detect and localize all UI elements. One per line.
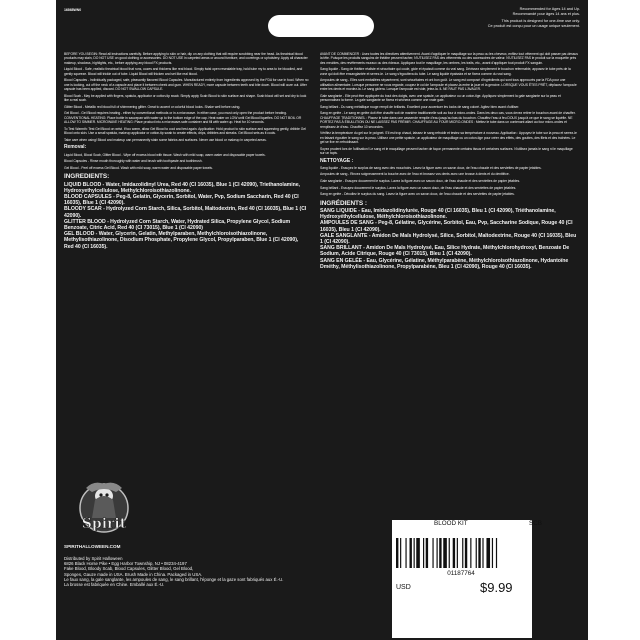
distributor-line: Distributed by Spirit Halloween xyxy=(64,556,123,561)
ingredient-line-fr: GALE SANGLANTE - Amidon De Maïs Hydrolysé, Silice, Sorbitol, Maltodextrine, Rouge 40 (CI 16035), Bleu 1 (CI 42090). xyxy=(320,232,577,246)
distributor-info xyxy=(64,556,354,587)
ingredients-heading-en: INGREDIENTS: xyxy=(64,173,110,181)
instruction-paragraph-fr: Sang en gelée - Décollez le surplus du sang. Lavez la figure avec un savon doux, de l'eau chaude et des serviettes de papier jetables. xyxy=(320,192,515,197)
distributor-line: Fake Blood, Bloody Scab, Blood Capsules, Glitter Blood, Gel Blood, xyxy=(64,566,194,572)
ingredient-line-fr: AMPOULES DE SANG - Peg-8, Gélatine, Glycérine, Sorbitol, Eau, Pvp, Saccharine Sodique, Rouge 40 (CI 16035), Bleu 1 (CI 42090). xyxy=(320,220,573,233)
instruction-paragraph-fr: Ampoules de sang - Rincez soigneusement la bouche avec de l'eau et brossez vos dents avec une brosse à dents et du dentifrice. xyxy=(320,172,510,177)
ingredient-line-fr: SANG EN GELÉE - Eau, Glycérine, Gélatine, Méthylparabène, Méthylchloroisothiazolinone, Hydantoïne Dméthy, Méthylisothiazolinone, Propylparabène, Bleu 1 (CI 42090), Rouge 40 (CI 16035). xyxy=(320,257,569,270)
barcode-bar xyxy=(437,538,438,568)
instruction-paragraph-fr: Sang en gelée - Le sang en gelée doit être chauffé soit de manière traditionnelle soit au four à micro-ondes. Dans les deux cas, vous devez retirer le bouchon avant de chauffer. CHAUFFAGE TRADITIONNEL : Placez le tube dans une casserole remplie d'eau jusqu'au bas du bouchon. Chauffez l'eau à feu DOUX jusqu'à ce que le sang se liquéfie. NE PORTEZ PAS À ÉBULLITION OU NE LAISSEZ PAS FRÉMIR. CHAUFFAGE AU FOUR MICRO-ONDES : Mettez le tube dans un contenant allant au four micro-ondes et remplissez-le d'eau. Chauffez 10 secondes. xyxy=(320,111,576,129)
instruction-paragraph-fr: AVANT DE COMMENCER : Lisez toutes les directives attentivement. Avant d'appliquer le maquillage sur la peau ou les cheveux, enfilez tout vêtement qui doit passer par-dessus la tête. Puisque les produits sanguins de théâtre peuvent tacher, N'UTILISEZ PAS des vêtements ou des accessoires de valeur. N'UTILISEZ PAS le produit sur la moquette près des meubles, des revêtements muraux ou des rideaux. Appliquez tout le maquillage, les ombres, les traits, etc., avant d'appliquer tout produit FX sanguin. xyxy=(320,52,578,65)
barcode-bar xyxy=(470,538,471,568)
one-time-use-en: This product is designed for one-time use only. xyxy=(501,19,580,24)
instruction-paragraph-fr: Gale sanglante - Essuyez doucement le surplus. Lavez la figure avec un savon doux, de l'eau chaude et des serviettes de papier jetables. xyxy=(320,179,521,183)
hang-hole xyxy=(268,15,374,37)
barcode-bar xyxy=(457,538,458,568)
barcode-bar xyxy=(465,538,467,568)
barcode-bar xyxy=(439,538,441,568)
instruction-paragraph-fr: Sang brillant - Du sang métallique rouge rempli de brillants. Excellent pour accentuer les looks de sang coloré. Agitez bien avant d'utiliser. xyxy=(320,104,520,109)
instruction-paragraph: Liquid Blood, Blood Scab, Glitter Blood - Wipe off excess blood with tissue. Wash with mild soap, warm water and disposable paper towels. xyxy=(64,152,266,157)
instruction-paragraph-fr: Sang brillant - Essuyez doucement le surplus. Lavez la figure avec un savon doux, de l'eau chaude et des serviettes de papier jetables. xyxy=(320,185,517,190)
instruction-paragraph: BEFORE YOU BEGIN: Read all instructions carefully. Before applying to skin or hair, dip on any clothing that will require scrubbing near the head. As theatrical blood products may stain, DO NOT USE on good clothing or accessories. DO NOT USE in carpeted areas or around furniture, and coverings or upholstery. Apply all character makeup, shadows, highlights, etc., before applying any blood FX products. xyxy=(64,52,308,65)
one-time-use-fr: Ce produit est conçu pour un usage unique seulement. xyxy=(487,23,580,28)
barcode-bar xyxy=(486,538,490,568)
cleaning-heading: NETTOYAGE : xyxy=(320,157,354,164)
barcode-bar xyxy=(396,538,398,568)
instruction-paragraph-fr: Sang liquide - Sang de théâtre réaliste et sécuritaire qui coule, gicle et épaissit comme du vrai sang. Dévissez simplement le bouchon refermable, apposez le tube près de la zone qui doit être ensanglantée et serrez-le. Le sang s'égouttera du tube. Le sang liquide épaissira et se fixera comme du vrai sang. xyxy=(320,67,571,76)
barcode-bar xyxy=(426,538,428,568)
barcode-bar xyxy=(400,538,401,568)
barcode-bar xyxy=(443,538,447,568)
instruction-paragraph: Liquid Blood - Safe, realistic theatrical blood that runs, oozes and thickens like real blood. Simply twist open resealable tray, hold tube my to area to be bloodied, and gently squeeze. Blood will trickle out of tube. Liquid Blood will thicken and set like real blood. xyxy=(64,67,303,76)
ingredient-line-fr: SANG LIQUIDE - Eau, Imidazolidinylurée, Rouge 40 (CI 16035), Bleu 1 (CI 42090), Triéthanolamine, Hydroxyéthylcellulose, Méthylchloroisothiazolinone. xyxy=(320,208,556,221)
instruction-paragraph-fr: Ampoules de sang - Elles sont emballées séparément, sont sécuritaires et ont bon goût. Le sang est composé d'ingrédients qui sont tous approuvés par la FDA pour une utilisation alimentaire. Lorsque personne ne vous regarde, coupez le col de l'ampoule et placez-la entre la joue et la gencive. LORSQUE VOUS ÊTES PRÊT, déplacez l'ampoule entre les dents et mordez-la. Le sang giclera. Lorsque l'ampoule est vide, jetez-la. IL NE FAUT PAS L'AVALER. xyxy=(320,78,577,92)
barcode-bar xyxy=(414,538,415,568)
currency: USD xyxy=(396,584,411,591)
distributor-line: Sponges, Gauze made in USA. Brush Made in China. Packaged in USA. xyxy=(64,571,203,577)
instruction-paragraph-fr: Sang liquide - Essuyez le surplus de sang avec des mouchoirs. Lavez la figure avec un savon doux, de l'eau chaude et des serviettes de papier jetables. xyxy=(320,165,542,170)
price: $9.99 xyxy=(480,580,513,595)
removal-heading: Removal: xyxy=(64,144,87,151)
department-code: SCB xyxy=(529,520,542,527)
instruction-paragraph: Take care when using! Blood and makeup can permanently stain some fabrics and surfaces. Never use blood or makeup in carpeted areas. xyxy=(64,137,267,142)
instruction-paragraph: Gel Blood - Peel off excess Gel Blood. Wash with mild soap, warm water and disposable paper towels. xyxy=(64,165,213,170)
price-sticker xyxy=(392,520,532,638)
barcode-bar xyxy=(462,538,463,568)
barcode-bar xyxy=(416,538,420,568)
instruction-paragraph: Blood Scab - May be applied with fingers, spatula, applicator or cotton-tip swab. Simply apply Scab Blood to skin surface and shape. Scab blood will set and dry to look like a real scab. xyxy=(64,93,307,103)
barcode-bar xyxy=(496,538,497,568)
instruction-paragraph-fr: Vérifiez la température du gel sur le poignet. S'il est trop chaud, laissez le sang refroidir et testez sa température à nouveau. Application : Appuyez le tube sur la peau et serrez-le en faisant égoutter le sang sur la peau. Utilisez une petite spatule, un applicateur de maquillage ou un coton-tige pour créer des effets, des gouttes, des filets et des traînées. Le gel se fixe en refroidissant. xyxy=(320,131,577,145)
age-line-fr: Recommandé pour âges 14 ans et plus. xyxy=(512,11,580,16)
barcode-bar xyxy=(405,538,406,568)
instruction-paragraph: Blood Capsules - Rinse mouth thoroughly with water and brush with toothpaste and toothbrush. xyxy=(64,159,203,164)
ingredient-line-en: BLOOD CAPSULES - Peg-8, Gelatin, Glycerin, Sorbitol, Water, Pvp, Sodium Saccharin, Red 40 (CI 16035), Blue 1 (CI 42090). xyxy=(64,194,299,207)
barcode-bar xyxy=(482,538,483,568)
barcode-bar xyxy=(410,538,412,568)
ingredient-line-fr: SANG BRILLANT - Amidon De Maïs Hydrolysé, Eau, Silice Hydrate, Méthylchlorohydroxyl, Benzoate De Sodium, Acide Citrique, Rouge 40 (CI 73015), Bleu 1 (CI 42090). xyxy=(320,245,570,258)
age-line-en: Recommended for Ages 14 and Up. xyxy=(519,7,580,11)
ingredient-line-en: LIQUID BLOOD - Water, Imidazolidinyl Urea, Red 40 (CI 16035), Blue 1 (CI 42090), Triethanolamine, Hydroxyethylcellulose, Methylchloroisothiazolinone. xyxy=(64,181,300,194)
french-instructions xyxy=(320,52,578,492)
distributor-line: Le faux sang, la gale sanglante, les ampoules de sang, le sang brillant, l'éponge et la gaze sont fabriqués aux É.-U. xyxy=(64,576,284,582)
barcode-bar xyxy=(476,538,477,568)
distributor-line: La brosse est fabriquée en Chine. Emballé aux É.-U. xyxy=(64,582,165,588)
barcode-bar xyxy=(453,538,455,568)
instruction-paragraph: Glitter Blood - Metallic red blood full of shimmering glitter. Great to accent or colorful blood looks. Shake well before using. xyxy=(64,104,241,109)
barcode-bar xyxy=(423,538,424,568)
ingredient-line-en: BLOODY SCAR - Hydrolyzed Corn Starch, Silica, Sorbitol, Maltodextrin, Red 40 (CI 16035), Blue 1 (CI 42090). xyxy=(64,206,307,219)
ingredient-line-en: GLITTER BLOOD - Hydrolyzed Corn Starch, Water, Hydrated Silica, Propylene Glycol, Sodium Benzoate, Citric Acid, Red 40 (CI 73015), Blue 1 (CI 42090) xyxy=(64,218,291,232)
upc-number: 01187764 xyxy=(447,570,475,577)
instruction-paragraph-fr: Gale sanglante - Elle peut être appliquée du bout des doigts, avec une spatule, un applicateur ou un coton-tige. Appliquez simplement la gale sanglante sur la peau et personnalisez la forme. La gale sanglante se fixera et séchera comme une vraie gale. xyxy=(320,93,561,103)
ingredient-line-en: GEL BLOOD - Water, Glycerin, Gelatin, Methylparaben, Methylchloroisothiazolinone, Methylisothiazolinone, Disodium Phosphate, Propylene Glycol, Propylparaben, Blue 1 (CI 42090), Red 40 (CI 16035). xyxy=(64,231,299,250)
english-instructions xyxy=(64,52,309,492)
barcode-bar xyxy=(432,538,433,568)
barcode-bar xyxy=(478,538,480,568)
instruction-paragraph: Gel Blood - Gel Blood requires heating - either by conventional methods or in a microwave. In either case, you must only open the product before heating. CONVENTIONAL HEATING: Place bottle in saucepan with water up to the bottom edge of the cap. Heat water on LOW until Gel Blood liquefies. DO NOT BOIL OR ALLOW TO SIMMER. MICROWAVE HEATING: Place product into a microwave-safe container and fill with water up. Heat for 10 seconds. xyxy=(64,111,302,125)
instruction-paragraph: Blood Capsules - Individually packaged, safe, pleasantly flavored Blood Capsules. Manufactured entirely from ingredients approved by the FDA for use in food. When no one is looking, cut off the neck of a capsule and place it between cheek and gum. WHEN READY, more capsule between teeth and bite down. Blood will ooze out. After capsule has been applied, discard. DO NOT SWALLOW CAPSULE. xyxy=(64,78,309,92)
product-code: 16868WN0 xyxy=(64,8,82,12)
website: SPIRITHALLOWEEN.COM xyxy=(64,544,121,549)
ingredients-heading-fr: INGRÉDIENTS : xyxy=(320,199,367,207)
instruction-paragraph: To Test Warmth: Test Gel Blood on wrist. If too warm, allow Gel Blood to cool and test again. Application: Hold product to skin surface and squeezing gently, dribble Gel Blood onto skin. Use a small spatula, makeup applicator or cotton-tip swab to create effects, drips, dribbles and streaks. Gel Blood sets as it cools. xyxy=(64,126,306,136)
product-name-label: BLOOD KIT xyxy=(434,520,468,527)
barcode-bar xyxy=(492,538,493,568)
barcode-bar xyxy=(449,538,450,568)
barcode xyxy=(396,538,526,568)
instruction-paragraph-fr: Soyez prudent lors de l'utilisation! Le sang et le maquillage peuvent tacher de façon permanente certains tissus et certaines surfaces. N'utilisez jamais le sang ni le maquillage sur un tapis. xyxy=(320,146,573,156)
logo-wordmark: Spirit xyxy=(81,516,127,532)
distributor-line: 6826 Black Horse Pike • Egg Harbor Township, NJ • 08234-4197 xyxy=(64,561,187,567)
age-recommendation xyxy=(452,7,580,28)
